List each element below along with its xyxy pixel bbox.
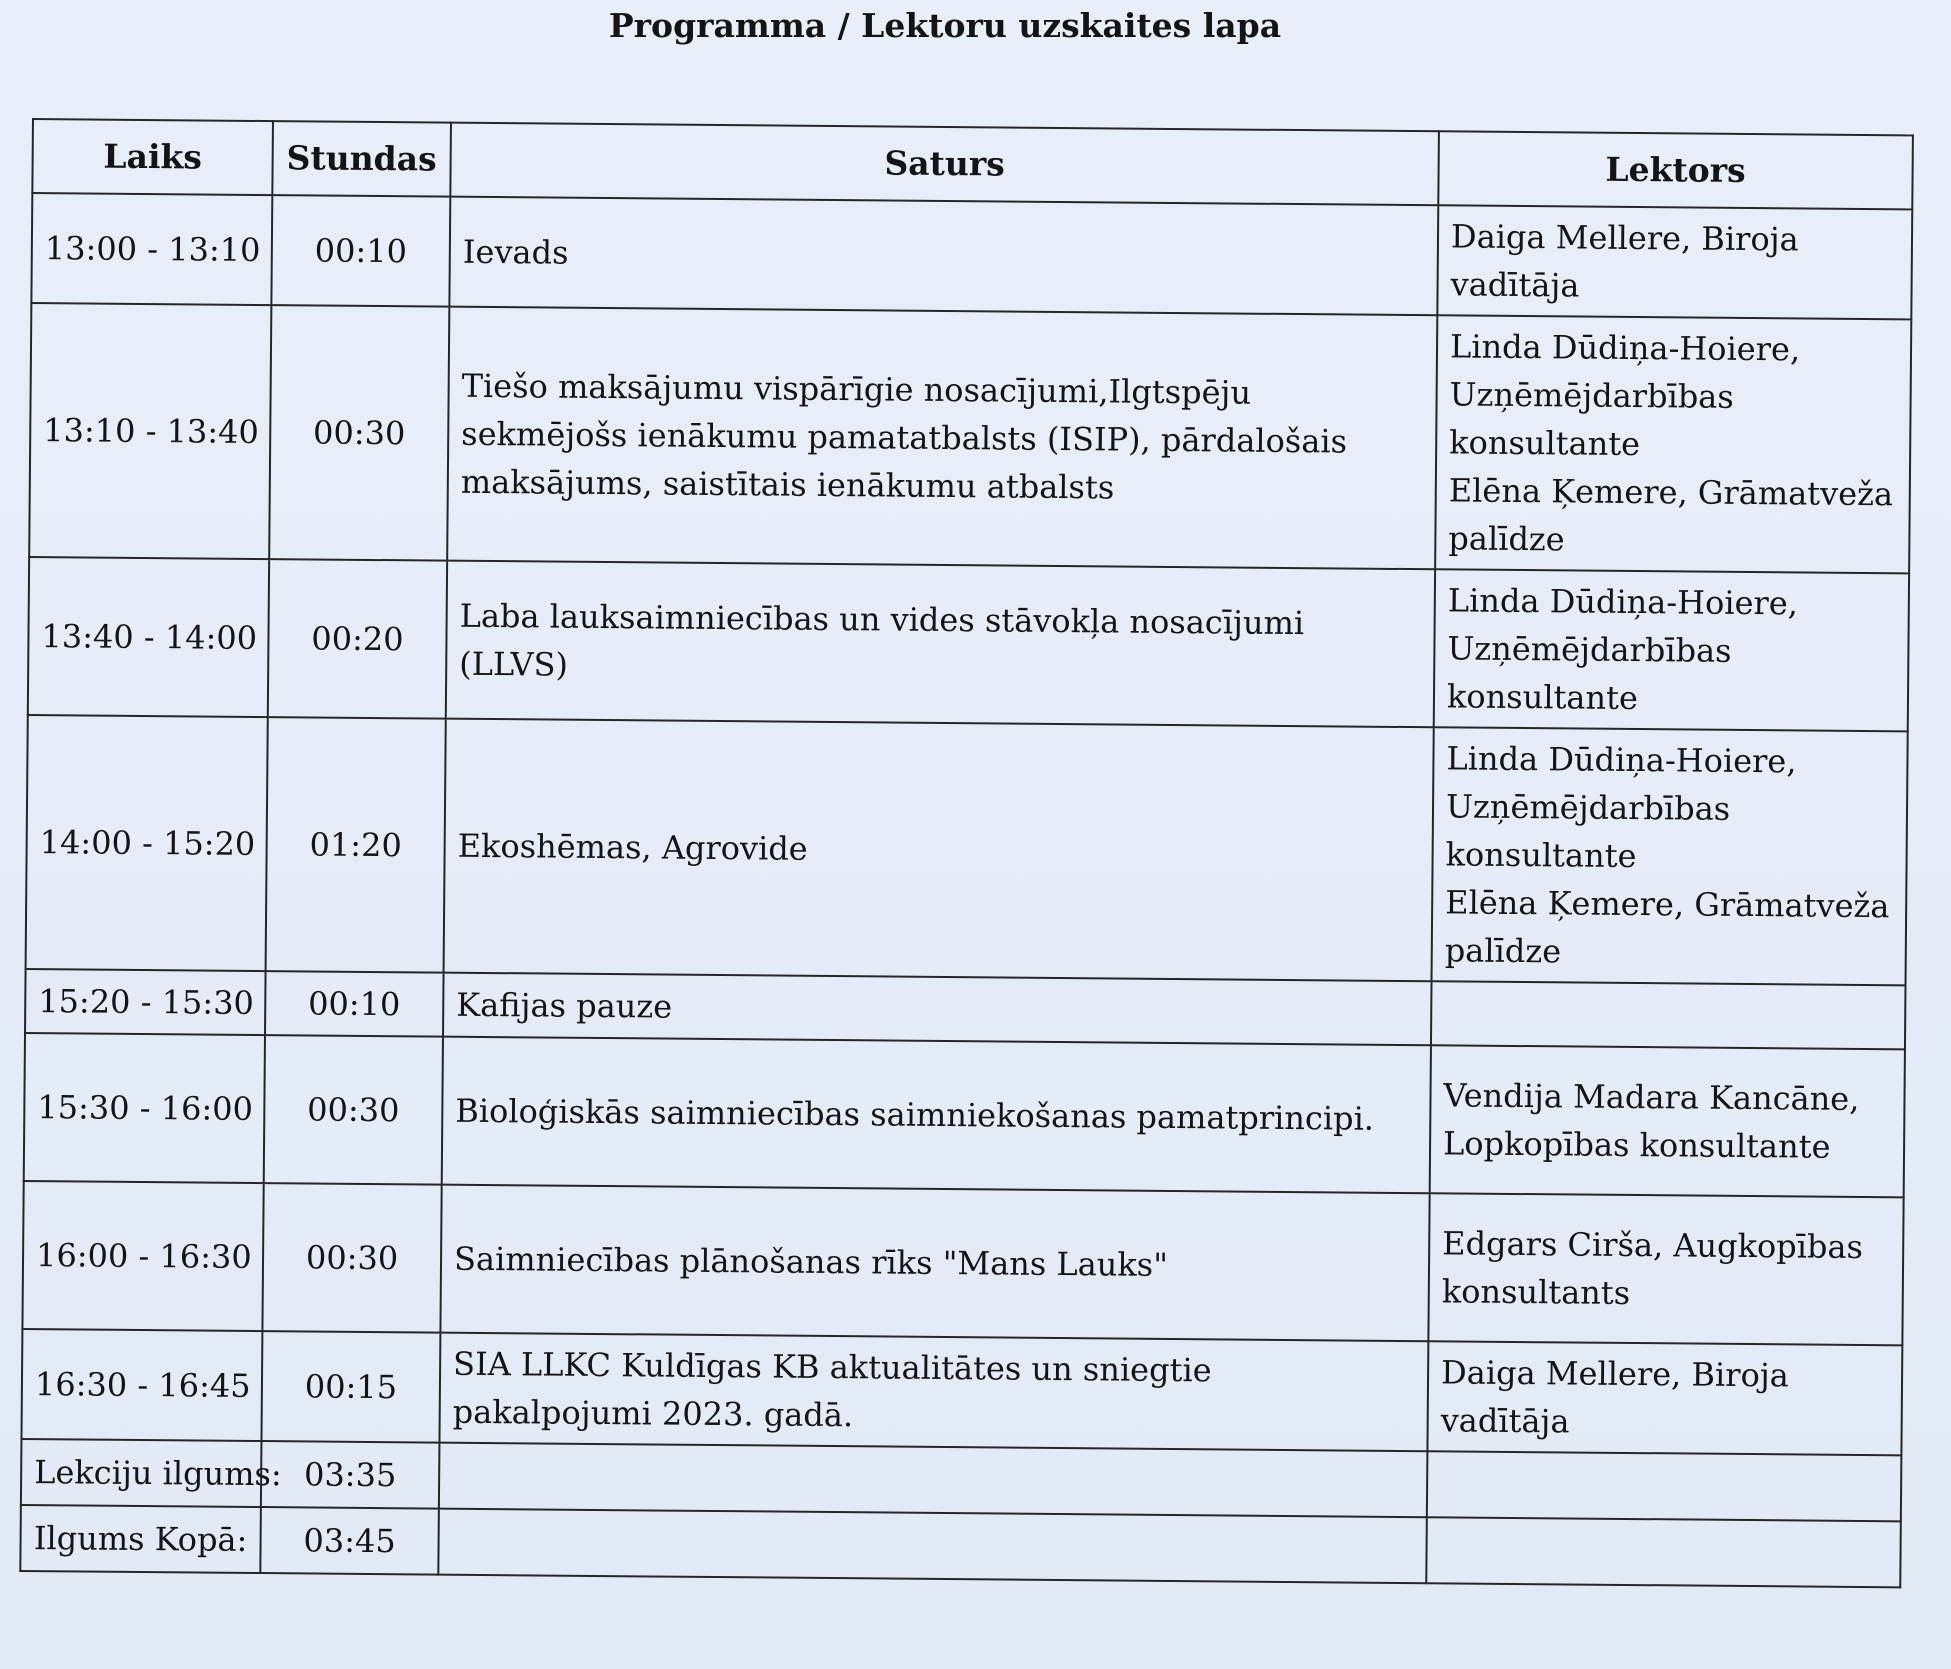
content-cell: Ievads <box>449 197 1438 316</box>
lecturer-cell <box>1435 315 1911 573</box>
hours-cell: 00:30 <box>262 1183 441 1333</box>
time-cell: 13:10 - 13:40 <box>29 303 271 559</box>
hours-cell: 00:10 <box>265 971 444 1037</box>
table-row <box>24 1033 1905 1197</box>
lecturer-cell <box>1428 1193 1903 1345</box>
summary-value: 03:35 <box>261 1441 440 1509</box>
lecturer-name: Vendija Madara Kancāne, Lopkopības konsultante <box>1442 1076 1860 1166</box>
column-header-time: Laiks <box>32 119 273 195</box>
empty-cell <box>439 1443 1428 1518</box>
content-cell: Laba lauksaimniecības un vides stāvokļa nosacījumi (LLVS) <box>446 561 1435 728</box>
lecturer-name: Linda Dūdiņa-Hoiere, Uzņēmējdarbības konsultante <box>1445 739 1797 876</box>
lecturer-cell <box>1430 1045 1905 1197</box>
lecturer-cell <box>1437 205 1912 319</box>
empty-cell <box>1427 1451 1902 1521</box>
time-cell: 16:30 - 16:45 <box>21 1329 262 1441</box>
lecturer-name: Elēna Ķemere, Grāmatveža palīdze <box>1444 883 1890 971</box>
lecturer-name: Linda Dūdiņa-Hoiere, Uzņēmējdarbības konsultante <box>1449 327 1801 464</box>
lecturer-name: Linda Dūdiņa-Hoiere, Uzņēmējdarbības konsultante <box>1446 581 1799 718</box>
summary-label: Ilgums Kopā: <box>20 1505 261 1573</box>
content-cell: Kafijas pauze <box>443 973 1432 1046</box>
hours-cell: 00:10 <box>271 195 450 307</box>
time-cell: 16:00 - 16:30 <box>22 1181 263 1331</box>
column-header-content: Saturs <box>450 123 1439 206</box>
lecturer-name: Edgars Cirša, Augkopības konsultants <box>1441 1224 1864 1312</box>
time-cell: 13:00 - 13:10 <box>31 193 272 305</box>
table-row <box>28 557 1909 731</box>
lecturer-name: Daiga Mellere, Biroja vadītāja <box>1450 217 1799 305</box>
time-cell: 13:40 - 14:00 <box>28 557 269 717</box>
time-cell: 14:00 - 15:20 <box>26 715 268 971</box>
table-row <box>31 193 1912 319</box>
hours-cell: 00:30 <box>269 305 449 561</box>
time-cell: 15:30 - 16:00 <box>24 1033 265 1183</box>
lecturer-cell <box>1427 1341 1902 1455</box>
program-summary <box>20 1439 1901 1587</box>
table-row <box>22 1181 1903 1345</box>
table-row <box>26 715 1908 985</box>
table-row <box>29 303 1911 573</box>
lecturer-cell <box>1431 981 1906 1049</box>
program-sheet <box>19 118 1912 1588</box>
content-cell: SIA LLKC Kuldīgas KB aktualitātes un sniegtie pakalpojumi 2023. gadā. <box>439 1333 1428 1452</box>
lecturer-name: Elēna Ķemere, Grāmatveža palīdze <box>1448 471 1894 559</box>
program-table <box>19 118 1914 1588</box>
hours-cell: 00:30 <box>264 1035 443 1185</box>
column-header-lecturer: Lektors <box>1438 131 1913 209</box>
content-cell: Ekoshēmas, Agrovide <box>444 719 1434 982</box>
content-cell: Tiešo maksājumu vispārīgie nosacījumi,Ilgtspēju sekmējošs ienākumu pamatatbalsts (ISIP), pārdalošais maksājums, saistītais ienākumu atbalsts <box>447 307 1437 570</box>
summary-label: Lekciju ilgums: <box>21 1439 262 1507</box>
empty-cell <box>438 1509 1427 1584</box>
page-title: Programma / Lektoru uzskaites lapa <box>608 6 1282 45</box>
program-rows <box>21 193 1912 1455</box>
empty-cell <box>1426 1517 1901 1587</box>
hours-cell: 00:15 <box>261 1331 440 1443</box>
column-header-hours: Stundas <box>272 121 451 197</box>
summary-value: 03:45 <box>260 1507 439 1575</box>
table-row <box>21 1329 1902 1455</box>
hours-cell: 00:20 <box>268 559 447 719</box>
lecturer-name: Daiga Mellere, Biroja vadītāja <box>1440 1353 1789 1441</box>
content-cell: Bioloģiskās saimniecības saimniekošanas pamatprincipi. <box>442 1037 1431 1194</box>
time-cell: 15:20 - 15:30 <box>25 969 266 1035</box>
lecturer-cell <box>1434 569 1909 731</box>
hours-cell: 01:20 <box>266 717 446 973</box>
content-cell: Saimniecības plānošanas rīks "Mans Lauks" <box>440 1185 1429 1342</box>
lecturer-cell <box>1432 727 1908 985</box>
